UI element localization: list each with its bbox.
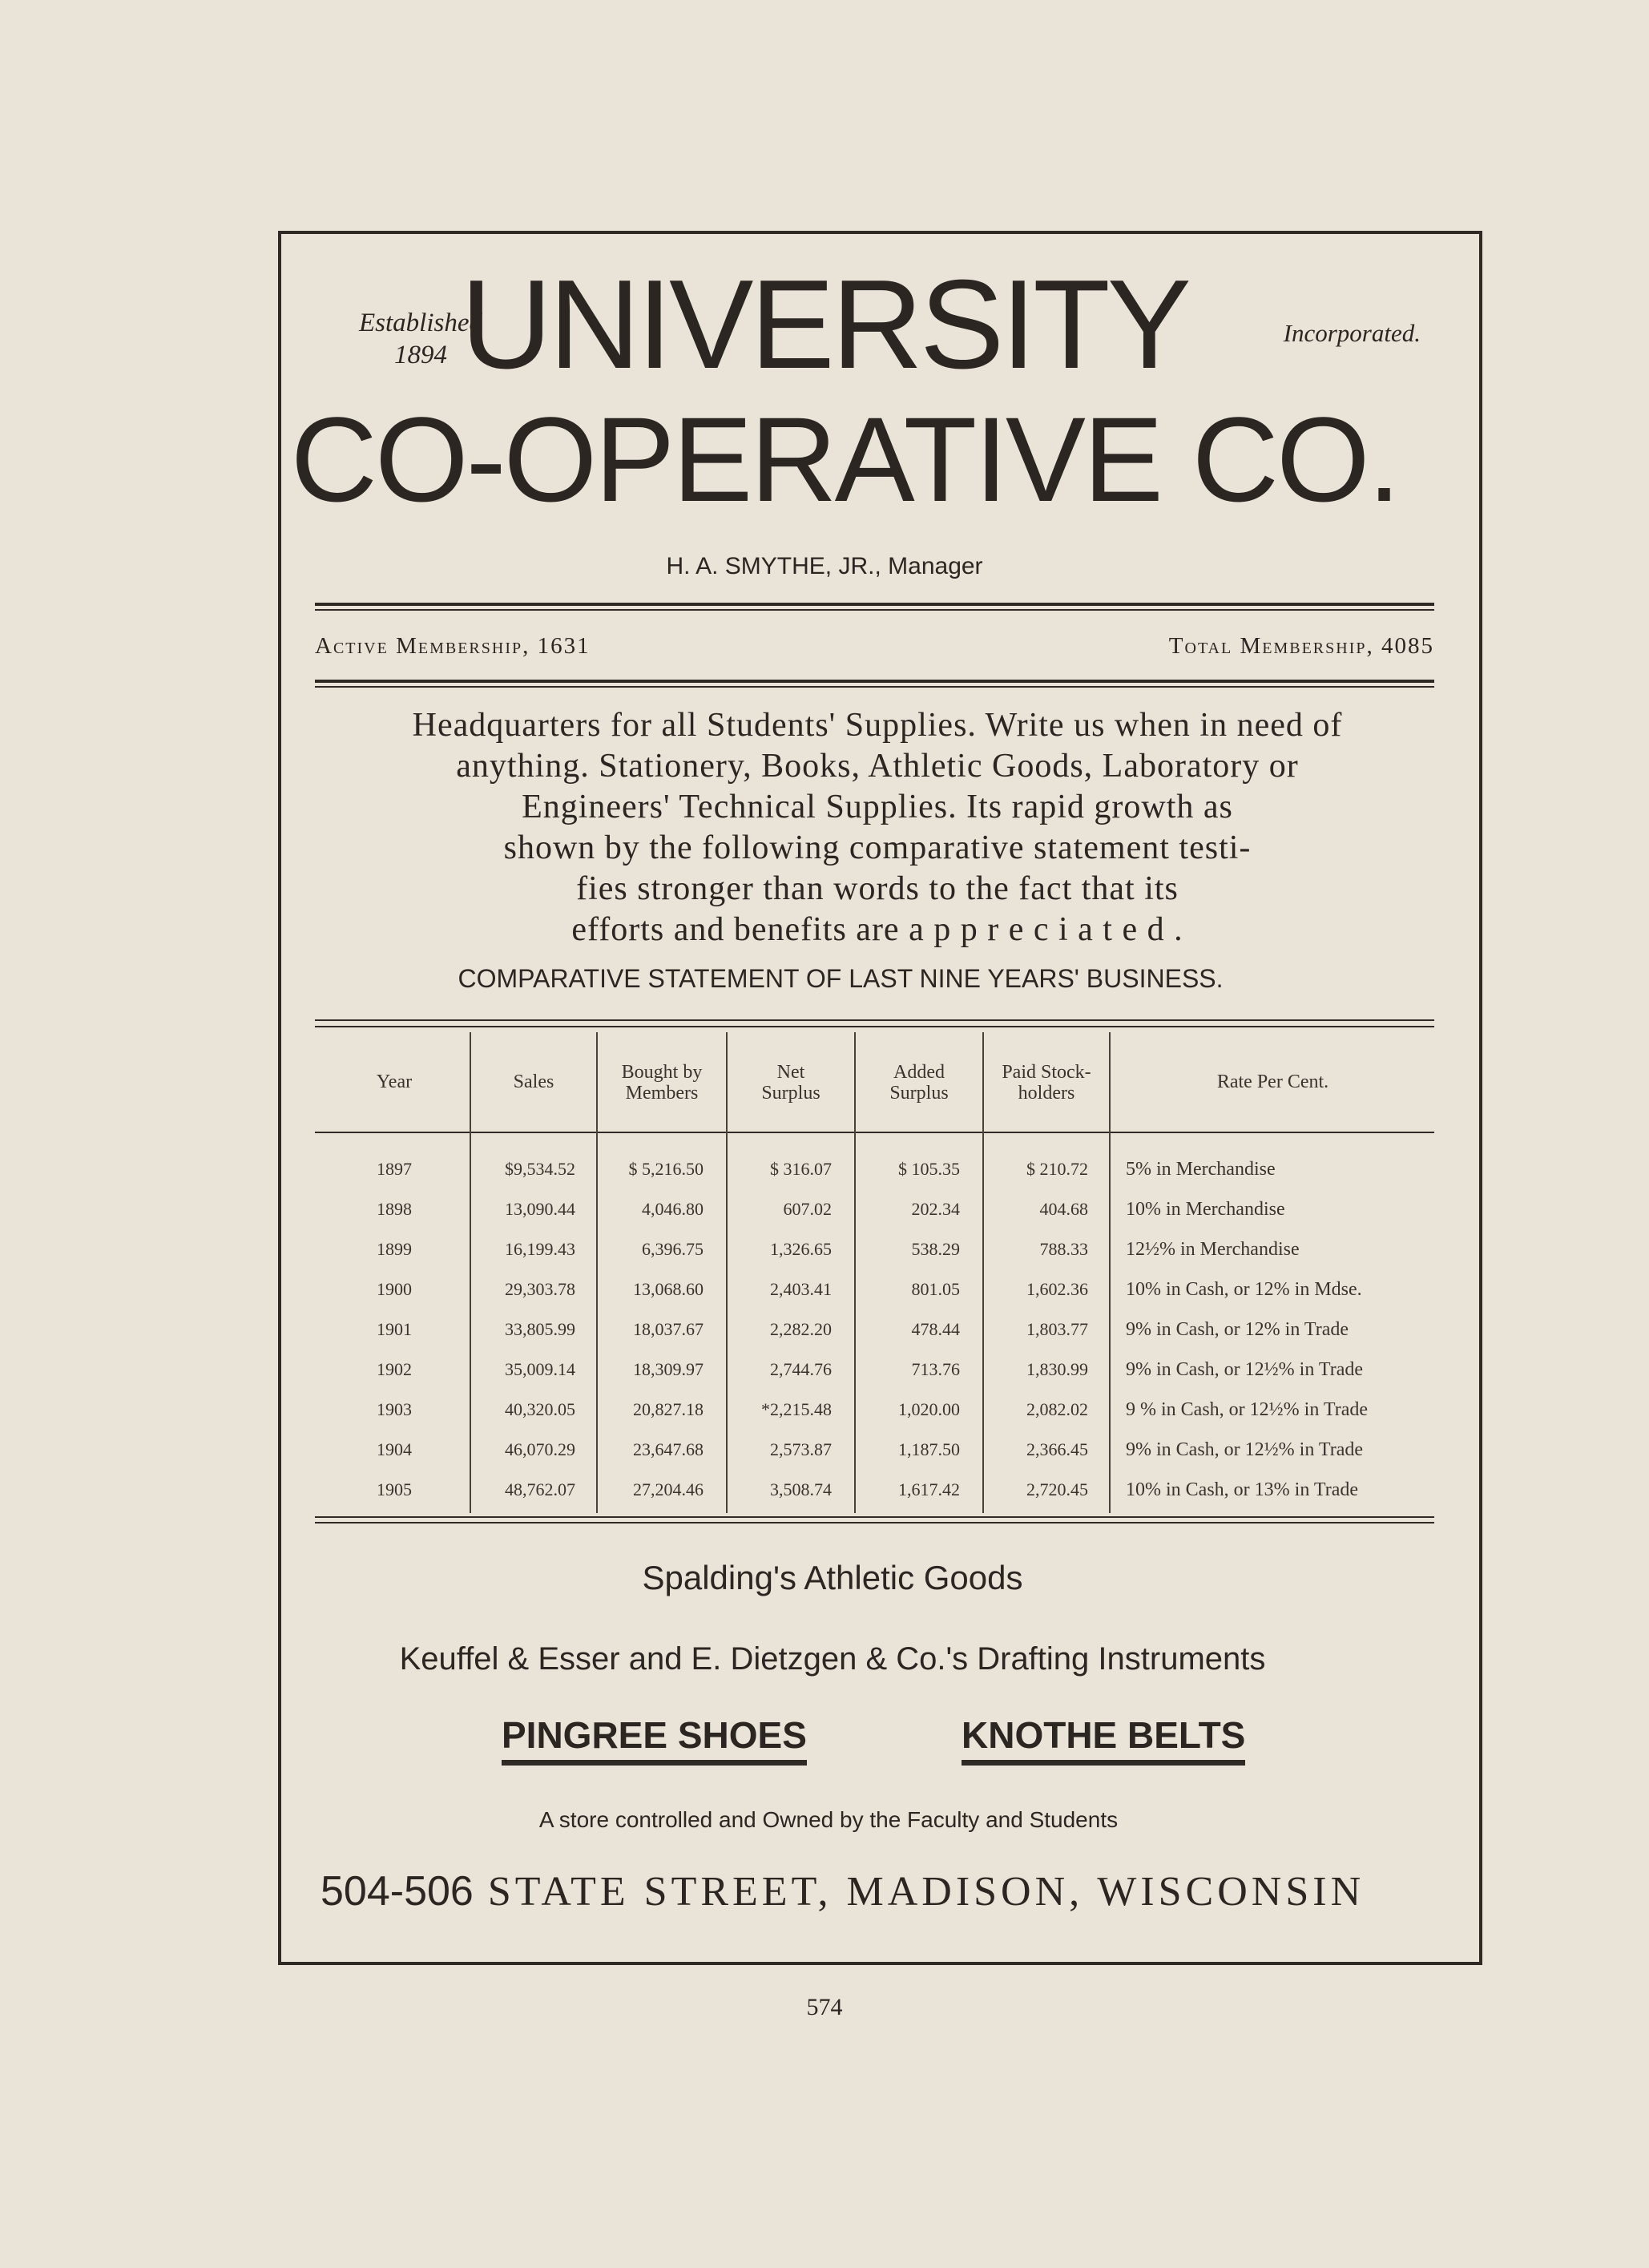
table-cell: $ 5,216.50 xyxy=(628,1159,704,1179)
drafting-line: Keuffel & Esser and E. Dietzgen & Co.'s Drafting Instruments xyxy=(399,1641,1266,1677)
established-label: Established xyxy=(359,309,482,337)
table-cell: 2,403.41 xyxy=(770,1279,832,1299)
table-header xyxy=(856,1062,982,1104)
table-cell: 2,082.02 xyxy=(1026,1399,1088,1419)
table-cell: 1,602.36 xyxy=(1026,1279,1088,1299)
table-cell: 40,320.05 xyxy=(505,1399,575,1419)
table-rule-bottom-2 xyxy=(315,1522,1434,1523)
page-number: 574 xyxy=(806,1994,843,2020)
table-cell: 23,647.68 xyxy=(633,1439,704,1459)
table-cell: 12½% in Merchandise xyxy=(1126,1239,1300,1260)
divider-top xyxy=(315,603,1434,611)
table-cell: 27,204.46 xyxy=(633,1479,704,1499)
table-cell: $ 210.72 xyxy=(1026,1159,1088,1179)
table-cell-year: 1900 xyxy=(377,1279,412,1299)
table-cell: 13,068.60 xyxy=(633,1279,704,1299)
intro-line: efforts and benefits are a p p r e c i a t e d . xyxy=(571,911,1183,948)
statement-title: COMPARATIVE STATEMENT OF LAST NINE YEARS' BUSINESS. xyxy=(458,964,1224,993)
table-cell: 46,070.29 xyxy=(505,1439,575,1459)
table-cell: 1,617.42 xyxy=(898,1479,960,1499)
manager-line: H. A. SMYTHE, JR., Manager xyxy=(666,553,983,579)
table-cell: $ 316.07 xyxy=(770,1159,832,1179)
table-rule-top xyxy=(315,1019,1434,1021)
intro-line: Headquarters for all Students' Supplies. Write us when in need of xyxy=(412,707,1343,744)
table-cell: 16,199.43 xyxy=(505,1239,575,1259)
table-cell: 3,508.74 xyxy=(770,1479,832,1499)
table-cell: 1,020.00 xyxy=(898,1399,960,1419)
address xyxy=(321,1867,1365,1915)
table-cell: *2,215.48 xyxy=(761,1399,832,1419)
table-cell: 404.68 xyxy=(1039,1199,1088,1219)
table-header-line: Rate Per Cent. xyxy=(1216,1071,1329,1092)
table-cell: 2,366.45 xyxy=(1026,1439,1088,1459)
table-header-rule xyxy=(315,1132,1434,1133)
total-membership: Total Membership, 4085 xyxy=(1168,633,1434,659)
table-cell: 29,303.78 xyxy=(505,1279,575,1299)
table-rule-top-2 xyxy=(315,1026,1434,1027)
table-header xyxy=(984,1062,1109,1104)
table-cell-year: 1898 xyxy=(377,1199,412,1219)
table-cell: 6,396.75 xyxy=(642,1239,704,1259)
table-header-line: Surplus xyxy=(889,1083,949,1104)
table-cell: 2,720.45 xyxy=(1026,1479,1088,1499)
store-note: A store controlled and Owned by the Faculty and Students xyxy=(538,1807,1119,1832)
table-cell-year: 1902 xyxy=(377,1359,412,1379)
address-street: STATE STREET, MADISON, WISCONSIN xyxy=(487,1869,1365,1915)
spalding-line: Spalding's Athletic Goods xyxy=(642,1559,1023,1596)
table-cell: 35,009.14 xyxy=(505,1359,575,1379)
table-cell: 478.44 xyxy=(911,1319,960,1339)
table-cell: 18,309.97 xyxy=(633,1359,704,1379)
table-header-line: Net xyxy=(776,1062,805,1083)
table-cell: 538.29 xyxy=(911,1239,960,1259)
table-cell-year: 1901 xyxy=(377,1319,412,1339)
table-cell: 713.76 xyxy=(911,1359,960,1379)
title-cooperative: CO-OPERATIVE CO. xyxy=(290,392,1399,527)
intro-line: fies stronger than words to the fact that its xyxy=(576,870,1179,907)
intro-line: Engineers' Technical Supplies. Its rapid growth as xyxy=(522,789,1233,825)
table-header xyxy=(728,1062,854,1104)
table-cell: 13,090.44 xyxy=(505,1199,575,1219)
table-cell: 2,573.87 xyxy=(770,1439,832,1459)
table-cell: 10% in Merchandise xyxy=(1126,1199,1285,1220)
table-cell: 9% in Cash, or 12½% in Trade xyxy=(1126,1439,1363,1460)
table-header xyxy=(1111,1071,1435,1092)
knothe-belts: KNOTHE BELTS xyxy=(962,1713,1245,1766)
table-column-divider xyxy=(1109,1032,1111,1513)
table-cell-year: 1903 xyxy=(377,1399,412,1419)
incorporated-note: Incorporated. xyxy=(1283,319,1421,347)
table-cell: 1,326.65 xyxy=(770,1239,832,1259)
established-year: 1894 xyxy=(394,341,447,369)
table-header xyxy=(598,1062,726,1104)
table-cell-year: 1904 xyxy=(377,1439,412,1459)
address-number: 504-506 xyxy=(321,1868,474,1915)
table-cell: 48,762.07 xyxy=(505,1479,575,1499)
table-cell: 2,744.76 xyxy=(770,1359,832,1379)
intro-line: shown by the following comparative statement testi- xyxy=(503,829,1252,866)
title-university: UNIVERSITY xyxy=(460,254,1189,395)
table-cell: 801.05 xyxy=(911,1279,960,1299)
table-cell-year: 1897 xyxy=(377,1159,412,1179)
intro-line: anything. Stationery, Books, Athletic Goods, Laboratory or xyxy=(456,748,1299,785)
table-cell: 9 % in Cash, or 12½% in Trade xyxy=(1126,1399,1368,1420)
table-header-line: Bought by xyxy=(621,1062,703,1083)
active-membership: Active Membership, 1631 xyxy=(315,633,591,659)
pingree-shoes: PINGREE SHOES xyxy=(502,1713,807,1766)
table-cell: 202.34 xyxy=(911,1199,960,1219)
table-header-line: Surplus xyxy=(761,1083,820,1104)
table-cell: 9% in Cash, or 12% in Trade xyxy=(1126,1319,1349,1340)
table-cell: 1,830.99 xyxy=(1026,1359,1088,1379)
divider-membership xyxy=(315,680,1434,688)
table-header xyxy=(471,1071,596,1092)
table-header-line: Sales xyxy=(513,1071,554,1092)
table-cell: 5% in Merchandise xyxy=(1126,1159,1276,1180)
table-cell: 4,046.80 xyxy=(642,1199,704,1219)
table-cell: 10% in Cash, or 12% in Mdse. xyxy=(1126,1279,1362,1300)
table-cell: 10% in Cash, or 13% in Trade xyxy=(1126,1479,1358,1500)
table-cell: 607.02 xyxy=(783,1199,832,1219)
table-cell-year: 1899 xyxy=(377,1239,412,1259)
table-cell: $ 105.35 xyxy=(898,1159,960,1179)
table-cell: 1,187.50 xyxy=(898,1439,960,1459)
table-cell: 1,803.77 xyxy=(1026,1319,1088,1339)
table-header-line: Added xyxy=(893,1062,945,1083)
table-header-line: Members xyxy=(625,1083,699,1104)
table-cell: 33,805.99 xyxy=(505,1319,575,1339)
table-rule-bottom xyxy=(315,1516,1434,1518)
table-header-line: Year xyxy=(376,1071,413,1092)
table-header-line: holders xyxy=(1018,1083,1075,1104)
table-header-line: Paid Stock- xyxy=(1002,1062,1091,1083)
table-cell-year: 1905 xyxy=(377,1479,412,1499)
intro-paragraph xyxy=(304,705,1450,950)
table-cell: 788.33 xyxy=(1039,1239,1088,1259)
table-cell: 18,037.67 xyxy=(633,1319,704,1339)
table-cell: 20,827.18 xyxy=(633,1399,704,1419)
table-header xyxy=(319,1071,470,1092)
table-cell: $9,534.52 xyxy=(505,1159,575,1179)
table-cell: 9% in Cash, or 12½% in Trade xyxy=(1126,1359,1363,1380)
table-cell: 2,282.20 xyxy=(770,1319,832,1339)
